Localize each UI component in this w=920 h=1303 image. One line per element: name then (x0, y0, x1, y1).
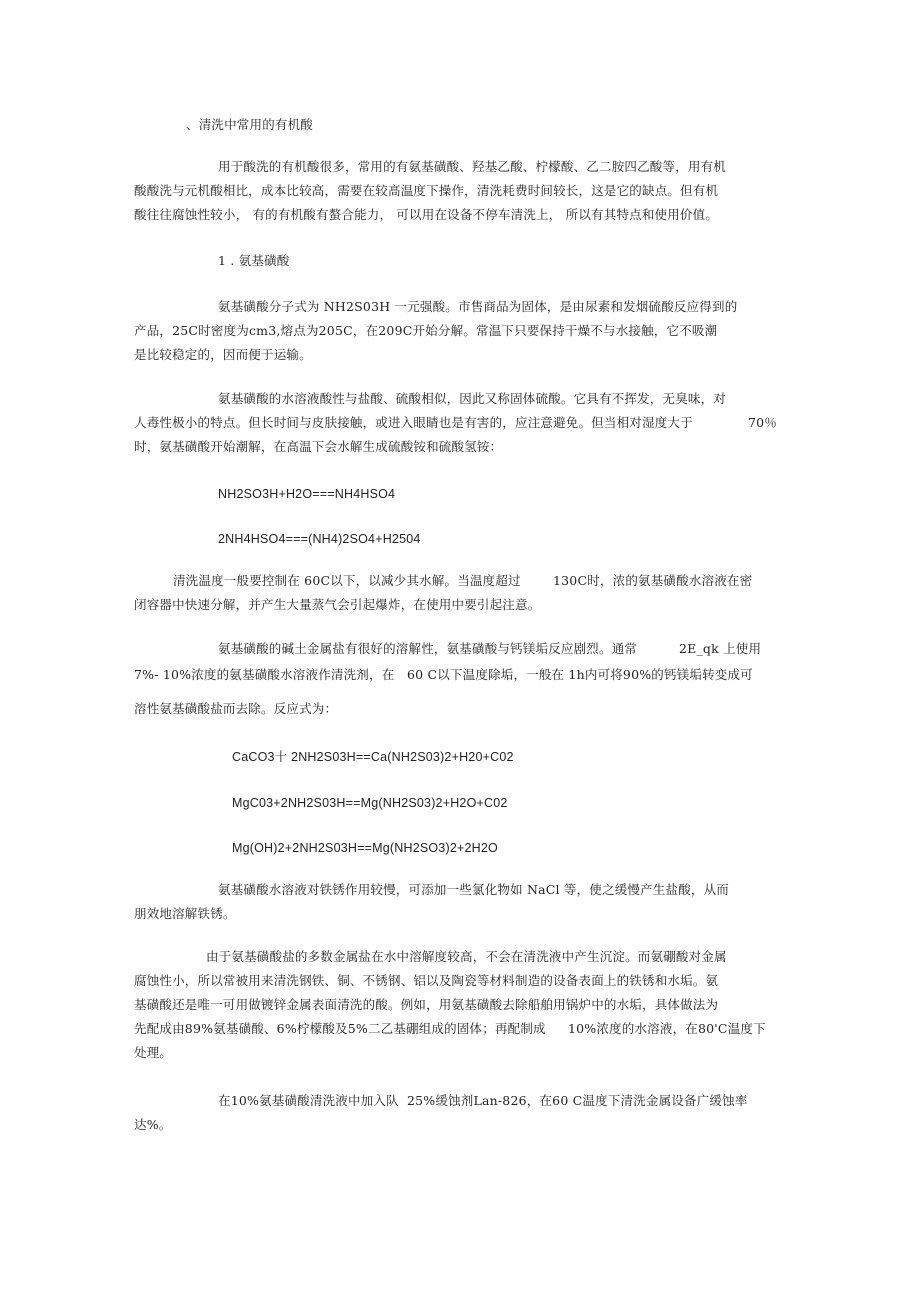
p2-line-3: 时，氨基磺酸开始潮解，在高温下会水解生成硫酸铵和硫酸氢铵： (134, 439, 503, 454)
p5-line-2: 朋效地溶解铁锈。 (134, 906, 236, 921)
intro-line-2: 酸酸洗与元机酸相比，成本比较高，需要在较高温度下操作，清洗耗费时间较长，这是它的缺点。但有机 (134, 183, 719, 198)
equation-1: NH2SO3H+H2O===NH4HSO4 (218, 487, 396, 501)
p6-line-3: 基磺酸还是唯一可用做镀锌金属表面清洗的酸。例如，用氨基磺酸去除船舶用锅炉中的水垢，具体做法为 (134, 997, 719, 1012)
p7-line-1b: 25%缓蚀剂Lan-826，在60 C温度下清洗金属设备广缓蚀率 (407, 1093, 748, 1108)
equation-2: 2NH4HSO4===(NH4)2SO4+H2504 (218, 532, 421, 546)
p2-humidity-value: 70％ (748, 415, 778, 430)
p6-line-2: 腐蚀性小，所以常被用来清洗钢铁、铜、不锈钢、铝以及陶瓷等材料制造的设备表面上的铁锈和水垢。氨 (134, 973, 719, 988)
p2-line-2: 人毒性极小的特点。但长时间与皮肤接触，或进入眼睛也是有害的，应注意避免。但当相对湿度大于 (134, 415, 693, 430)
p7-line-2: 达%。 (134, 1117, 172, 1132)
p2-line-1: 氨基磺酸的水溶液酸性与盐酸、硫酸相似，因此又称固体硫酸。它具有不挥发，无臭味，对 (218, 391, 727, 406)
p3-line-2: 闭容器中快速分解，并产生大量蒸气会引起爆炸，在使用中要引起注意。 (134, 597, 541, 612)
p6-line-4a: 先配成由89%氨基磺酸、6%柠檬酸及5%二乙基硼组成的固体；再配制成 (134, 1021, 546, 1036)
intro-line-3: 酸往往腐蚀性较小， 有的有机酸有螯合能力， 可以用在设备不停车清洗上， 所以有其特点和使用价值。 (134, 207, 719, 222)
equation-5: Mg(OH)2+2NH2S03H==Mg(NH2SO3)2+2H2O (232, 841, 498, 855)
p4-line-1a: 氨基磺酸的碱土金属盐有很好的溶解性，氨基磺酸与钙镁垢反应剧烈。通常 (218, 641, 638, 656)
equation-4: MgC03+2NH2S03H==Mg(NH2S03)2+H2O+C02 (232, 796, 508, 810)
p3-line-1b: 130C时，浓的氨基磺酸水溶液在密 (553, 573, 753, 588)
subsection-title: 1 . 氨基磺酸 (218, 253, 290, 268)
section-heading: 、清洗中常用的有机酸 (186, 117, 314, 132)
p4-line-2b: 60 C以下温度除垢，一般在 1h内可将90%的钙镁垢转变成可 (407, 667, 753, 682)
p1-line-1: 氨基磺酸分子式为 NH2S03H 一元强酸。市售商品为固体，是由尿素和发烟硫酸反应得到的 (218, 299, 738, 314)
p6-line-1: 由于氨基磺酸盐的多数金属盐在水中溶解度较高，不会在清洗液中产生沉淀。而氨硼酸对金属 (206, 949, 727, 964)
intro-line-1: 用于酸洗的有机酸很多，常用的有氨基磺酸、羟基乙酸、柠檬酸、乙二胺四乙酸等，用有机 (218, 159, 727, 174)
equation-3: CaCO3十 2NH2S03H==Ca(NH2S03)2+H20+C02 (232, 750, 514, 764)
p4-line-1b: 2E_qk 上使用 (679, 641, 762, 656)
p4-line-3: 溶性氨基磺酸盐而去除。反应式为： (134, 701, 338, 716)
p5-line-1: 氨基磺酸水溶液对铁锈作用较慢，可添加一些氯化物如 NaCl 等，使之缓慢产生盐酸，从而 (218, 882, 730, 897)
p4-line-2a: 7%- 10%浓度的氨基磺酸水溶液作清洗剂，在 (134, 667, 395, 682)
p3-line-1a: 清洗温度一般要控制在 60C以下，以减少其水解。当温度超过 (173, 573, 521, 588)
p6-line-4b: 10%浓度的水溶液，在80'C温度下 (568, 1021, 766, 1036)
p1-line-3: 是比较稳定的，因而便于运输。 (134, 347, 312, 362)
p6-line-5: 处理。 (134, 1045, 173, 1060)
p7-line-1a: 在10%氨基磺酸清洗液中加入队 (218, 1093, 399, 1108)
p1-line-2: 产品，25C时密度为cm3,熔点为205C，在209C开始分解。常温下只要保持干燥不与水接触，它不吸潮 (134, 323, 718, 338)
